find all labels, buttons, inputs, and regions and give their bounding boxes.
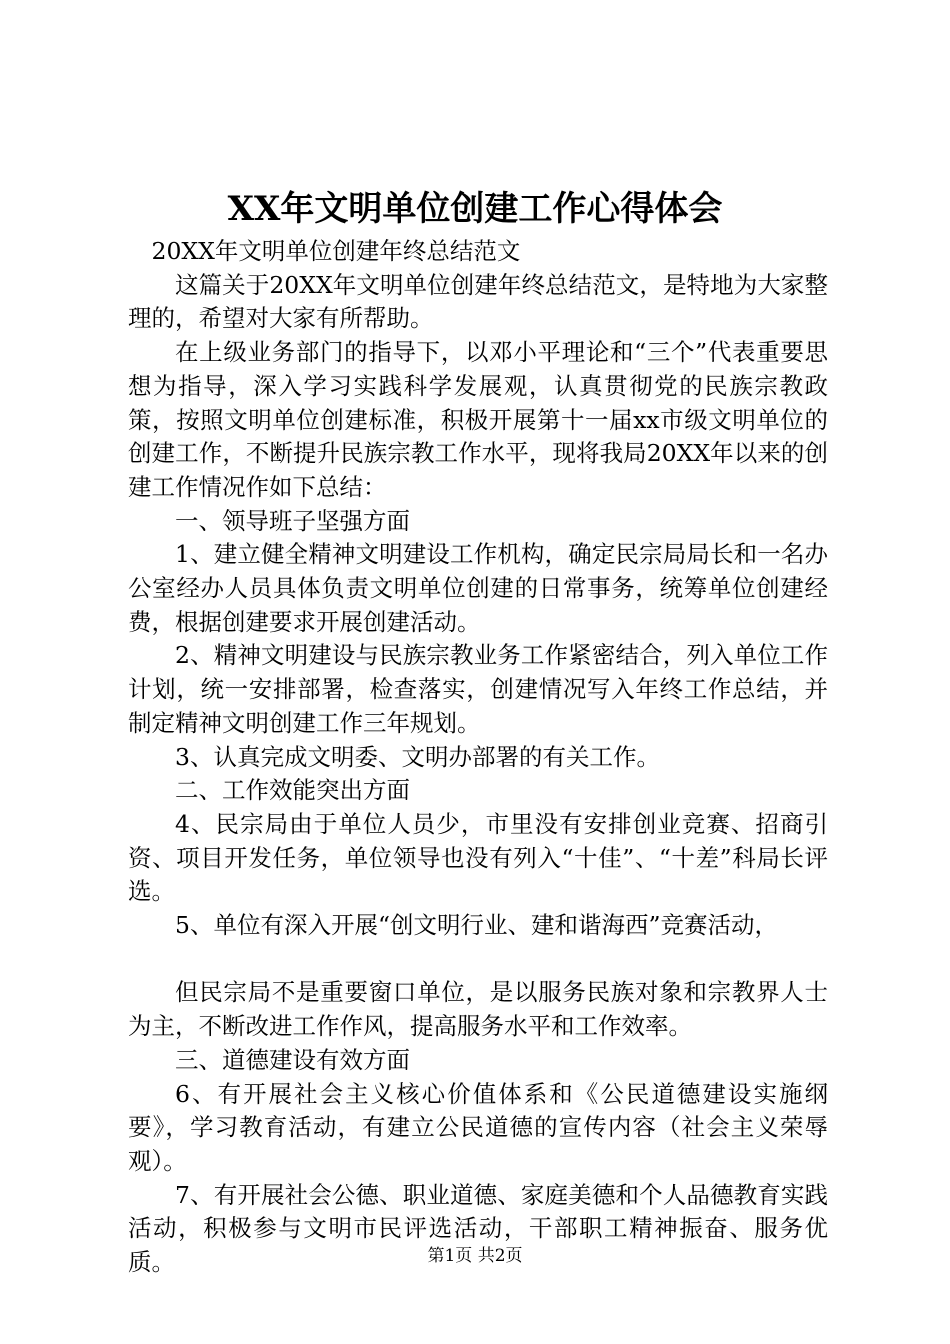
document-body — [128, 235, 828, 1280]
document-subtitle: 20XX年文明单位创建年终总结范文 — [151, 237, 521, 265]
paragraph-item-1: 1、建立健全精神文明建设工作机构，确定民宗局局长和一名办公室经办人员具体负责文明单位创建的日常事务，统筹单位创建经费，根据创建要求开展创建活动。 — [128, 540, 828, 636]
paragraph-overview: 在上级业务部门的指导下，以邓小平理论和“三个”代表重要思想为指导，深入学习实践科学发展观，认真贯彻党的民族宗教政策，按照文明单位创建标准，积极开展第十一届xx市级文明单位的创建工作，不断提升民族宗教工作水平，现将我局20XX年以来的创建工作情况作如下总结： — [128, 338, 828, 501]
paragraph-item-5: 5、单位有深入开展“创文明行业、建和谐海西”竞赛活动， — [175, 911, 778, 940]
paragraph-item-5-continued: 但民宗局不是重要窗口单位，是以服务民族对象和宗教界人士为主，不断改进工作作风，提高服务水平和工作效率。 — [128, 978, 828, 1041]
page-footer: 第1页 共2页 — [427, 1246, 523, 1266]
paragraph-item-4: 4、民宗局由于单位人员少，市里没有安排创业竞赛、招商引资、项目开发任务，单位领导也没有列入“十佳”、“十差”科局长评选。 — [128, 809, 828, 906]
section-heading-3: 三、道德建设有效方面 — [175, 1045, 410, 1074]
paragraph-item-7: 7、有开展社会公德、职业道德、家庭美德和个人品德教育实践活动，积极参与文明市民评选活动，干部职工精神振奋、服务优质。 — [128, 1180, 828, 1277]
paragraph-intro: 这篇关于20XX年文明单位创建年终总结范文，是特地为大家整理的，希望对大家有所帮助。 — [128, 270, 828, 333]
paragraph-item-6: 6、有开展社会主义核心价值体系和《公民道德建设实施纲要》，学习教育活动，有建立公民道德的宣传内容（社会主义荣辱观）。 — [128, 1079, 828, 1175]
paragraph-item-2: 2、精神文明建设与民族宗教业务工作紧密结合，列入单位工作计划，统一安排部署，检查落实，创建情况写入年终工作总结，并制定精神文明创建工作三年规划。 — [128, 641, 828, 737]
document-title: XX年文明单位创建工作心得体会 — [227, 189, 723, 229]
section-heading-2: 二、工作效能突出方面 — [175, 776, 410, 805]
paragraph-item-3: 3、认真完成文明委、文明办部署的有关工作。 — [175, 742, 660, 771]
section-heading-1: 一、领导班子坚强方面 — [175, 506, 410, 535]
